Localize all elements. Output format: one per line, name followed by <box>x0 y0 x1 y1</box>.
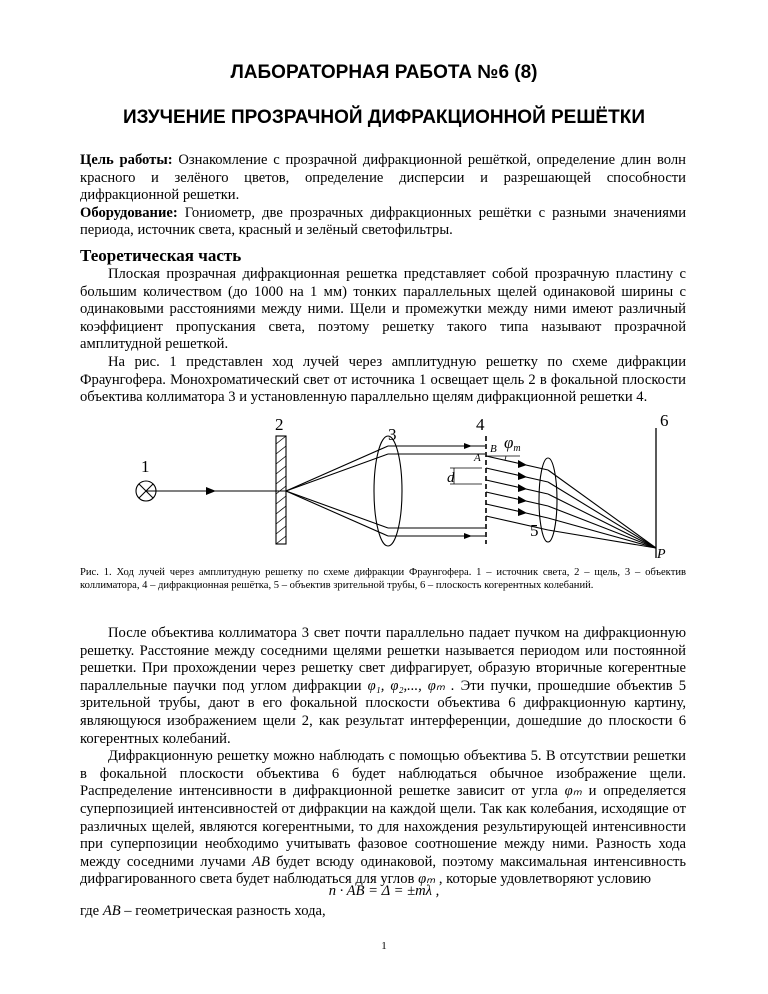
goal-label: Цель работы: <box>80 152 173 168</box>
equipment-text: Гониометр, две прозрачных дифракционных решётки с разными значениями периода, источник света, красный и зелёный светофильтры. <box>80 204 686 239</box>
label-P: P <box>657 547 666 560</box>
arrow-icon <box>206 487 216 495</box>
label-d: d <box>447 470 455 486</box>
body-block <box>80 625 686 889</box>
page-title: ЛАБОРАТОРНАЯ РАБОТА №6 (8) <box>230 62 538 83</box>
intro-block <box>80 266 686 407</box>
figure-caption: Рис. 1. Ход лучей через амплитудную решетку по схеме дифракции Фраунгофера. 1 – источник света, 2 – щель, 3 – объектив коллиматора, 4 – дифракционная решётка, 5 – объектив зрительной трубы, 6 – плоскость когерентных колебаний. <box>80 567 686 592</box>
page-subtitle: ИЗУЧЕНИЕ ПРОЗРАЧНОЙ ДИФРАКЦИОННОЙ РЕШЁТКИ <box>122 107 646 128</box>
paragraph: На рис. 1 представлен ход лучей через амплитудную решетку по схеме дифракции Фраунгофера. Монохроматический свет от источника 1 освещает щель 2 в фокальной плоскости объектива коллиматора 3 и установленную параллельно щелям дифракционной решетки 4. <box>80 353 686 406</box>
collimator-lens <box>374 436 402 546</box>
figure-diffraction-scheme <box>100 410 680 560</box>
last-line: где AB – геометрическая разность хода, <box>80 903 326 919</box>
label-4: 4 <box>476 415 485 434</box>
formula: n · AB = Δ = ±mλ , <box>328 883 440 899</box>
goal-block <box>80 152 686 240</box>
label-6: 6 <box>660 411 669 430</box>
label-1: 1 <box>141 457 150 476</box>
label-A: A <box>474 452 481 464</box>
label-5: 5 <box>530 521 539 540</box>
equipment-label: Оборудование: <box>80 204 178 221</box>
label-2: 2 <box>275 415 284 434</box>
paragraph: После объектива коллиматора 3 свет почти параллельно падает пучком на дифракционную решетку. Расстояние между соседними щелями решетки называется периодом или постоянной решетки. При прохождении через решетку свет дифрагирует, образую вторичные когерентные параллельные паучки под углом дифракции φ₁, φ₂,..., φₘ . Эти пучки, прошедшие объектив 5 зрительной трубы, дают в его фокальной плоскости объектива 6 дифракционную картину, являющуюся изображением щели 2, как результат интерференции, дошедшие до плоскости 6 когерентных колебаний. <box>80 625 687 747</box>
label-phi: φm <box>504 433 521 454</box>
section-title: Теоретическая часть <box>80 246 242 265</box>
label-3: 3 <box>388 425 397 444</box>
goal-text: Ознакомление с прозрачной дифракционной решёткой, определение длин волн красного и зелёного цветов, определение дисперсии и разрешающей способности дифракционной решетки. <box>80 152 686 204</box>
label-B: B <box>490 443 497 455</box>
paragraph: Дифракционную решетку можно наблюдать с помощью объектива 5. В отсутствии решетки в фокальной плоскости объектива 6 будет наблюдаться обычное изображение щели. Распределение интенсивности в дифракционной решетке зависит от угла φₘ и определяется суперпозицией интенсивностей от дифракции на каждой щели. Так как колебания, исходящие от различных щелей, являются когерентными, то для нахождения результирующей интенсивности при суперпозиции необходимо учитывать фазовое соотношение между ними. Разность хода между соседними лучами AB будет всюду одинаковой, поэтому максимальная интенсивность дифрагированного света будет наблюдаться для углов φₘ , которые удовлетворяют условию <box>80 748 686 888</box>
page-number: 1 <box>381 940 387 952</box>
paragraph: Плоская прозрачная дифракционная решетка представляет собой прозрачную пластину с большим количеством (до 1000 на 1 мм) тонких параллельных щелей одинаковой ширины с одинаковыми расстояниями между ними. Щели и промежутки между ними имеют различный коэффициент пропускания света, поэтому решетку такого типа называют прозрачной амплитудной решеткой. <box>80 266 686 353</box>
